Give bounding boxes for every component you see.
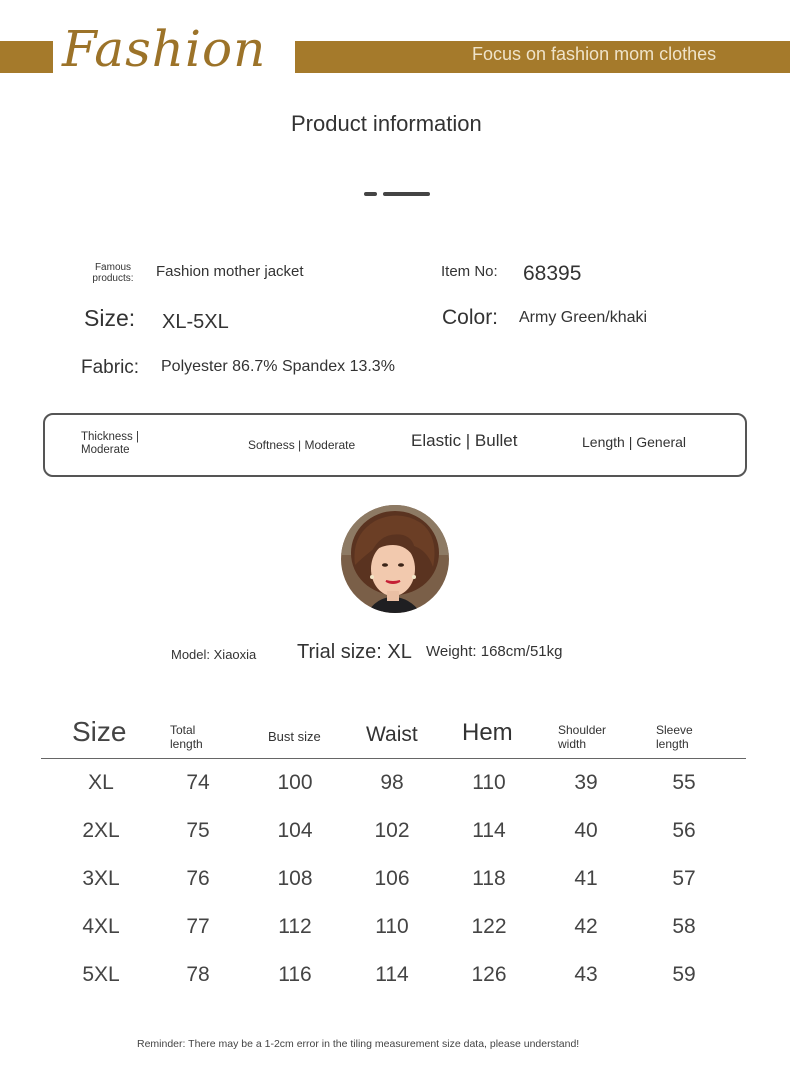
item-no-value: 68395 <box>523 262 582 285</box>
table-cell: 114 <box>472 819 506 842</box>
col-header-bust: Bust size <box>268 729 321 744</box>
table-cell: 126 <box>471 963 507 986</box>
table-cell: 4XL <box>82 915 120 938</box>
table-cell: 2XL <box>82 819 120 842</box>
table-cell: XL <box>88 771 114 794</box>
table-cell: 108 <box>277 867 313 890</box>
table-cell: 110 <box>472 771 506 794</box>
header-band-left <box>0 41 53 73</box>
table-cell: 110 <box>375 915 409 938</box>
table-cell: 39 <box>574 771 598 794</box>
col-header-total-length: Total length <box>170 723 203 751</box>
table-cell: 58 <box>672 915 696 938</box>
col-header-shoulder: Shoulder width <box>558 723 607 751</box>
table-cell: 114 <box>375 963 409 986</box>
table-header-divider <box>41 758 746 759</box>
model-weight: Weight: 168cm/51kg <box>426 643 563 660</box>
table-cell: 55 <box>672 771 696 794</box>
table-cell: 77 <box>186 915 210 938</box>
model-trial-size: Trial size: XL <box>297 641 412 663</box>
table-cell: 56 <box>672 819 696 842</box>
table-cell: 74 <box>186 771 210 794</box>
fabric-value: Polyester 86.7% Spandex 13.3% <box>161 358 395 375</box>
color-label: Color: <box>442 306 499 329</box>
table-cell: 43 <box>574 963 598 986</box>
table-cell: 40 <box>574 819 598 842</box>
col-header-hem: Hem <box>462 719 513 746</box>
tagline: Focus on fashion mom clothes <box>472 44 717 64</box>
table-cell: 5XL <box>82 963 120 986</box>
table-cell: 75 <box>186 819 210 842</box>
attr-softness: Softness | Moderate <box>248 438 356 452</box>
title-divider-long <box>383 192 430 196</box>
table-cell: 112 <box>278 915 312 938</box>
table-cell: 106 <box>374 867 410 890</box>
table-cell: 122 <box>471 915 507 938</box>
table-cell: 76 <box>186 867 210 890</box>
table-cell: 102 <box>374 819 410 842</box>
item-no-label: Item No: <box>441 263 498 280</box>
color-value: Army Green/khaki <box>519 309 648 326</box>
size-value: XL-5XL <box>162 311 229 333</box>
famous-value: Fashion mother jacket <box>156 263 304 280</box>
table-cell: 42 <box>574 915 598 938</box>
table-cell: 100 <box>277 771 313 794</box>
table-cell: 118 <box>472 867 506 890</box>
table-cell: 41 <box>574 867 598 890</box>
table-cell: 98 <box>380 771 404 794</box>
brand-logo: Fashion <box>62 20 267 78</box>
title-divider-short <box>364 192 377 196</box>
table-cell: 3XL <box>82 867 120 890</box>
col-header-size: Size <box>72 716 127 747</box>
table-cell: 116 <box>278 963 312 986</box>
fabric-label: Fabric: <box>81 357 140 378</box>
table-cell: 104 <box>277 819 313 842</box>
famous-label: Famous products: <box>92 262 134 284</box>
model-name: Model: Xiaoxia <box>171 647 257 662</box>
table-cell: 57 <box>672 867 696 890</box>
reminder-note: Reminder: There may be a 1-2cm error in the tiling measurement size data, please understand! <box>137 1038 580 1050</box>
table-cell: 78 <box>186 963 210 986</box>
size-label: Size: <box>84 305 136 331</box>
col-header-sleeve: Sleeve length <box>656 723 693 751</box>
col-header-waist: Waist <box>366 723 418 746</box>
attr-elastic: Elastic | Bullet <box>411 431 518 450</box>
section-title: Product information <box>291 111 482 136</box>
table-cell: 59 <box>672 963 696 986</box>
model-avatar <box>341 505 449 613</box>
attr-length: Length | General <box>582 434 687 450</box>
attr-thickness: Thickness | Moderate <box>81 431 139 456</box>
